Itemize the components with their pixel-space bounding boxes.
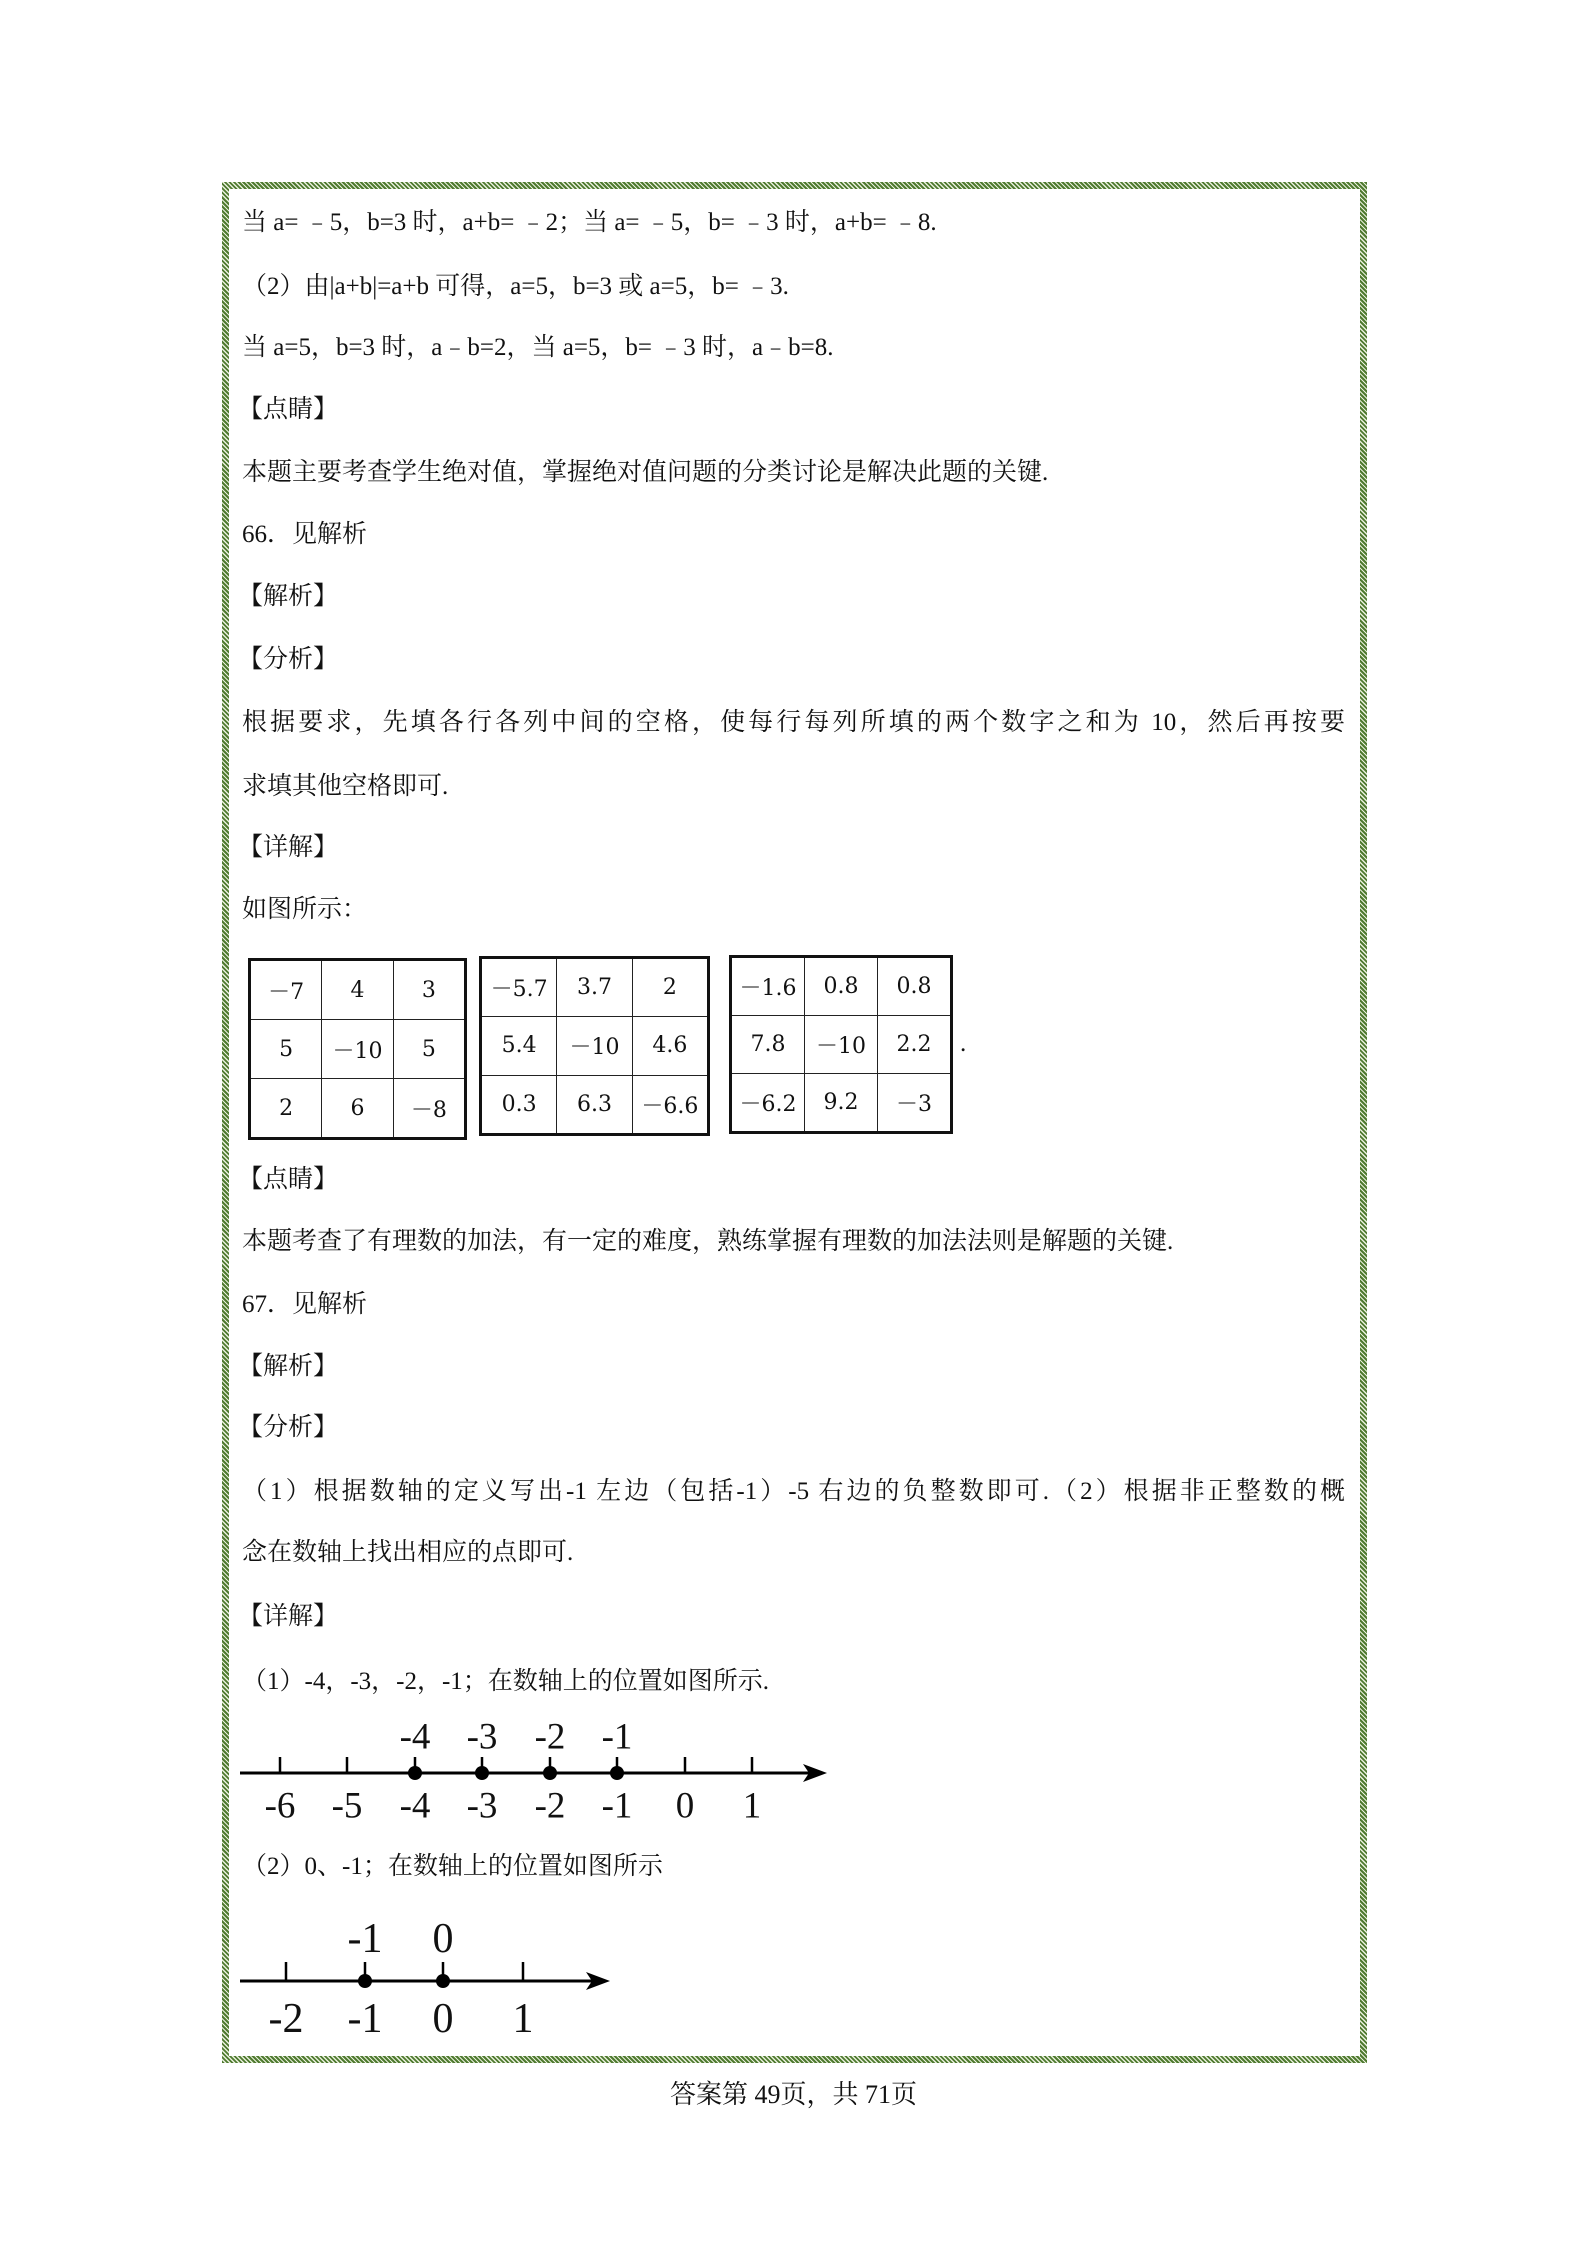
grid-cell: －7 <box>250 960 322 1020</box>
text-line: 本题主要考查学生绝对值，掌握绝对值问题的分类讨论是解决此题的关键. <box>242 459 1049 486</box>
grid-cell: 2 <box>250 1079 322 1139</box>
tick-label: 1 <box>512 1996 534 2042</box>
grid-cell: 0.8 <box>878 957 952 1016</box>
grid-cell: －8 <box>393 1079 465 1139</box>
point-dot <box>358 1974 372 1988</box>
text-line: 当 a= ﹣5，b=3 时，a+b= ﹣2；当 a= ﹣5，b= ﹣3 时，a+b= ﹣8. <box>242 209 937 236</box>
tick-label: 0 <box>432 1996 454 2042</box>
text-line: 本题考查了有理数的加法，有一定的难度，熟练掌握有理数的加法法则是解题的关键. <box>242 1228 1174 1255</box>
grid-cell: －10 <box>805 1016 878 1074</box>
tick-label: -2 <box>534 1785 566 1827</box>
text-line: （2）0、-1；在数轴上的位置如图所示 <box>242 1853 663 1880</box>
grid-cell: 0.3 <box>481 1075 557 1134</box>
section-heading: 【详解】 <box>238 1603 339 1630</box>
tick-label: -1 <box>601 1785 633 1827</box>
grid-cell: －5.7 <box>481 958 557 1017</box>
text-line: 求填其他空格即可. <box>242 773 449 800</box>
text-line: （2）由|a+b|=a+b 可得，a=5，b=3 或 a=5，b= ﹣3. <box>242 273 789 300</box>
grid-cell: 2.2 <box>878 1016 952 1074</box>
grid-cell: 0.8 <box>805 957 878 1016</box>
point-label: 0 <box>432 1916 454 1962</box>
page-footer <box>0 2080 1587 2110</box>
text-line: 66．见解析 <box>242 521 368 548</box>
tick-label: -5 <box>331 1785 363 1827</box>
text-line: 念在数轴上找出相应的点即可. <box>242 1539 574 1566</box>
tick-label: -3 <box>466 1785 498 1827</box>
grid-cell: 3 <box>393 960 465 1020</box>
text-line: 67．见解析 <box>242 1291 368 1318</box>
text-line: 当 a=5，b=3 时，a﹣b=2，当 a=5，b= ﹣3 时，a﹣b=8. <box>242 334 834 361</box>
section-heading: 【点睛】 <box>238 396 339 423</box>
point-label: -4 <box>399 1716 431 1758</box>
grid-cell: －3 <box>878 1074 952 1133</box>
text-line: 如图所示： <box>242 896 368 923</box>
section-heading: 【分析】 <box>238 646 339 673</box>
grid-cell: 6.3 <box>557 1075 632 1134</box>
tick-label: 1 <box>742 1785 762 1827</box>
point-label: -1 <box>601 1716 633 1758</box>
grid-cell: 5.4 <box>481 1017 557 1075</box>
grid-cell: －6.6 <box>632 1075 708 1134</box>
grid-cell: －10 <box>557 1017 632 1075</box>
tick-label: -2 <box>268 1996 304 2042</box>
point-label: -3 <box>466 1716 498 1758</box>
grid-cell: 2 <box>632 958 708 1017</box>
tick-label: -1 <box>347 1996 383 2042</box>
point-label: -2 <box>534 1716 566 1758</box>
point-dot <box>436 1974 450 1988</box>
grid-cell: 3.7 <box>557 958 632 1017</box>
section-heading: 【解析】 <box>238 583 339 610</box>
trailing-period: . <box>960 1030 967 1057</box>
grid-cell: 4.6 <box>632 1017 708 1075</box>
grid-cell: 4 <box>322 960 394 1020</box>
section-heading: 【详解】 <box>238 834 339 861</box>
grid-cell: 6 <box>322 1079 394 1139</box>
section-heading: 【点睛】 <box>238 1166 339 1193</box>
tick-label: -4 <box>399 1785 431 1827</box>
grid-cell: 7.8 <box>731 1016 805 1074</box>
grid-cell: 5 <box>250 1020 322 1079</box>
section-heading: 【分析】 <box>238 1414 339 1441</box>
grid-cell: －6.2 <box>731 1074 805 1133</box>
text-line: 根据要求，先填各行各列中间的空格，使每行每列所填的两个数字之和为 10，然后再按要 <box>242 709 1345 736</box>
grid-cell: －1.6 <box>731 957 805 1016</box>
grid-cell: 9.2 <box>805 1074 878 1133</box>
grid-cell: 5 <box>393 1020 465 1079</box>
section-heading: 【解析】 <box>238 1353 339 1380</box>
point-label: -1 <box>347 1916 383 1962</box>
text-line: （1）根据数轴的定义写出-1 左边（包括-1）-5 右边的负整数即可.（2）根据非正整数的概 <box>242 1478 1345 1505</box>
page-number-text: 答案第 49页，共 71页 <box>669 2080 917 2109</box>
tick-label: -6 <box>264 1785 296 1827</box>
tick-label: 0 <box>675 1785 695 1827</box>
text-line: （1）-4，-3，-2，-1；在数轴上的位置如图所示. <box>242 1668 770 1695</box>
grid-cell: －10 <box>322 1020 394 1079</box>
